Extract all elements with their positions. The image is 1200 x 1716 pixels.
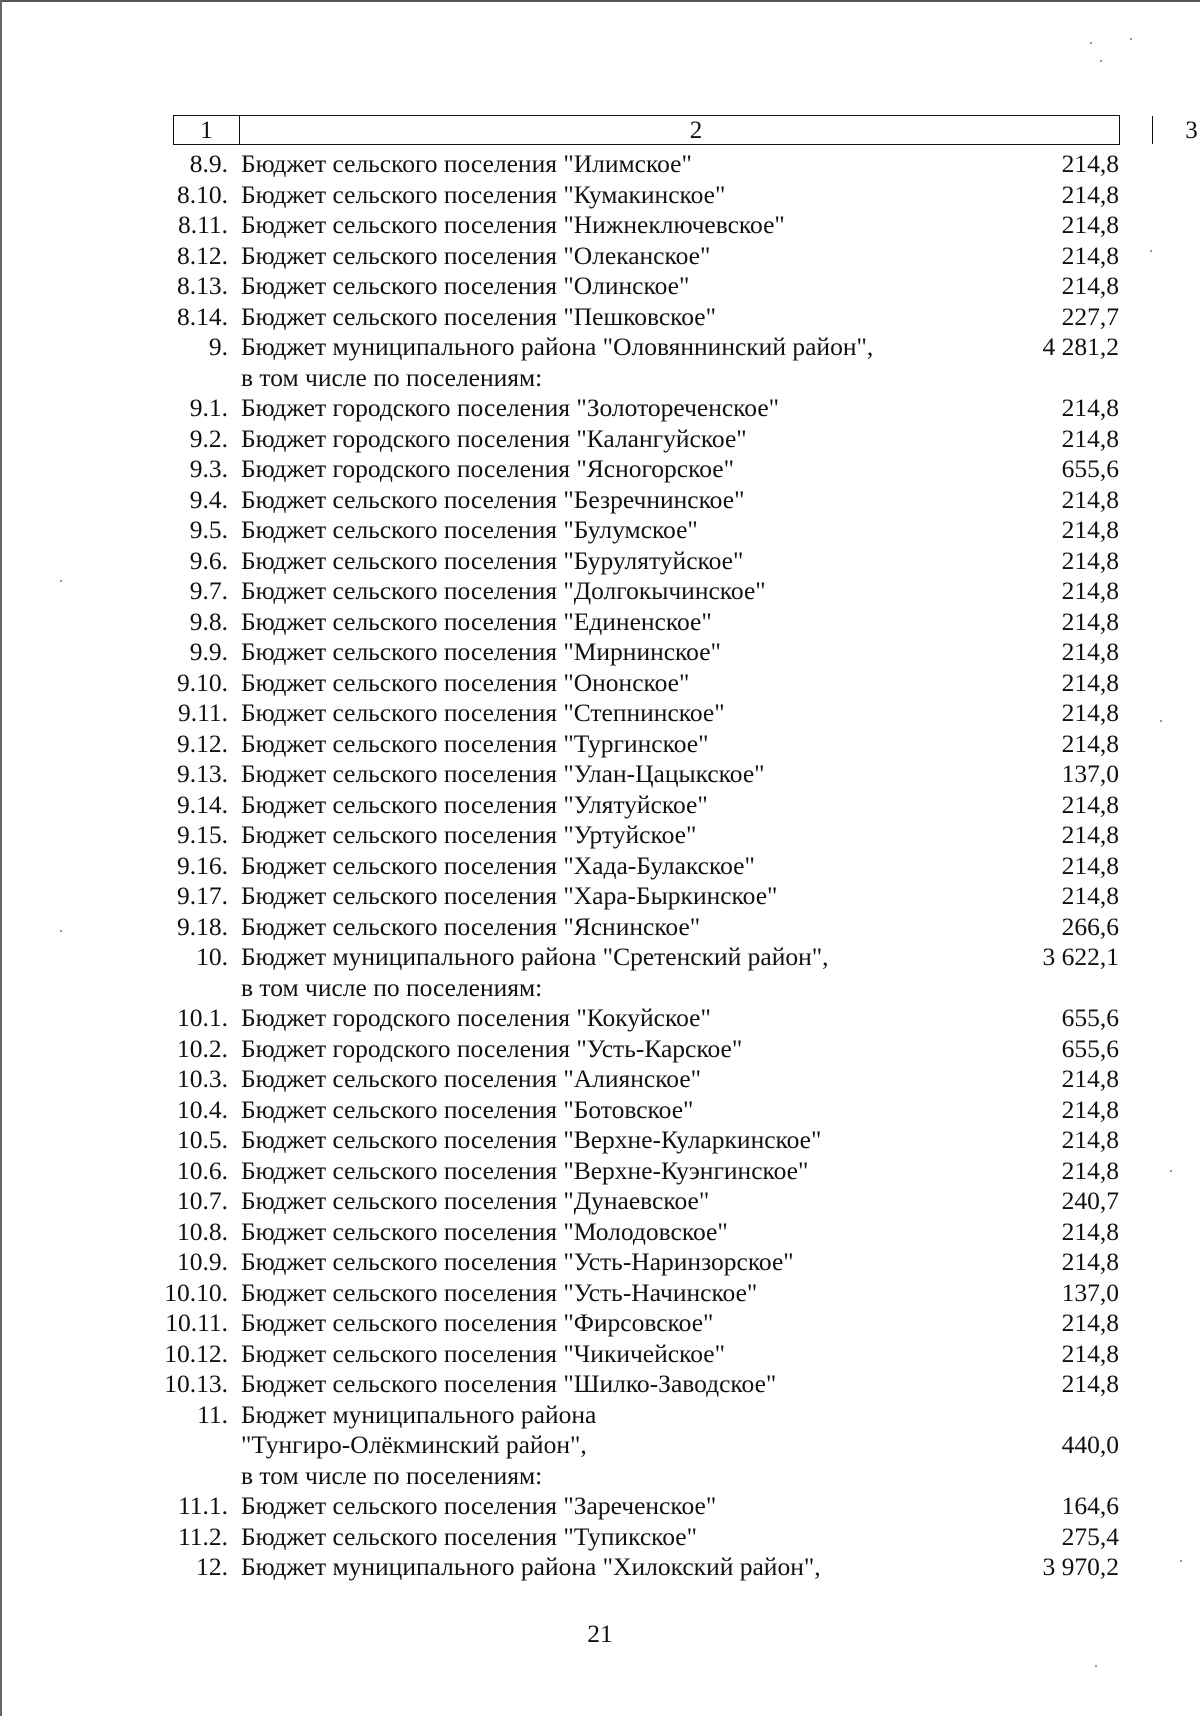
page-number: 21 [587,1619,613,1648]
row-number: 8.10. [177,179,228,209]
row-description: Бюджет сельского поселения "Алиянское" [241,1064,702,1093]
row-number: 10.12. [164,1338,228,1368]
row-amount: 214,8 [1061,820,1119,849]
row-number: 10.5. [177,1125,228,1154]
row-amount: 214,8 [1061,149,1119,178]
table-row [0,332,1200,363]
table-row [0,424,1200,455]
row-number: 11. [197,1399,228,1429]
row-amount: 214,8 [1061,606,1119,636]
row-amount: 3 622,1 [1042,942,1119,971]
table-row [0,271,1200,302]
table-header-row [173,115,1198,145]
row-amount: 214,8 [1061,1064,1119,1093]
scan-speck [1090,42,1092,44]
row-amount: 137,0 [1061,759,1119,788]
row-amount: 214,8 [1061,576,1119,605]
table-row [0,1430,1200,1461]
row-description: Бюджет городского поселения "Калангуйское" [241,423,747,453]
table-row [0,302,1200,333]
row-amount: 214,8 [1061,393,1119,422]
row-number: 9.18. [177,911,228,941]
row-description: Бюджет сельского поселения "Бурулятуйское" [241,545,744,575]
row-description: Бюджет сельского поселения "Молодовское" [241,1216,728,1246]
row-description: Бюджет муниципального района "Хилокский район", [241,1552,821,1581]
scan-speck [1170,1170,1172,1172]
row-description: Бюджет городского поселения "Кокуйское" [241,1003,711,1032]
row-amount: 214,8 [1061,240,1119,270]
row-description: Бюджет сельского поселения "Нижнеключевское" [241,210,785,239]
table-row [0,1278,1200,1309]
scan-edge-top [0,0,1200,2]
row-amount: 214,8 [1061,179,1119,209]
row-number: 9.14. [177,789,228,819]
table-row [0,1247,1200,1278]
table-row [0,1400,1200,1431]
table-row [0,1064,1200,1095]
header-col-2: 2 [240,116,1153,144]
table-body [0,149,1200,1583]
row-number: 11.2. [177,1521,228,1551]
row-number: 10.13. [164,1369,228,1398]
row-amount: 214,8 [1061,1369,1119,1398]
row-number: 10.1. [177,1003,228,1032]
row-number: 9.16. [177,850,228,880]
row-number: 9.4. [189,484,228,514]
row-description: Бюджет сельского поселения "Дунаевское" [241,1186,710,1215]
row-number: 9.13. [177,759,228,788]
row-description: Бюджет сельского поселения "Хара-Быркинское" [241,881,778,910]
row-description: Бюджет муниципального района [241,1399,597,1429]
row-description: Бюджет городского поселения "Ясногорское" [241,454,734,483]
row-number: 10.7. [177,1186,228,1215]
row-description: Бюджет сельского поселения "Кумакинское" [241,179,726,209]
table-row [0,881,1200,912]
row-description: Бюджет сельского поселения "Мирнинское" [241,637,721,666]
row-number: 10.8. [177,1216,228,1246]
row-number: 9.7. [189,576,228,605]
row-amount: 214,8 [1061,1216,1119,1246]
row-description: Бюджет сельского поселения "Усть-Наринзорское" [241,1247,794,1276]
row-number: 10.10. [164,1277,228,1307]
table-row [0,912,1200,943]
row-description: Бюджет сельского поселения "Усть-Начинское" [241,1277,758,1307]
table-row [0,1034,1200,1065]
row-description: Бюджет сельского поселения "Яснинское" [241,911,701,941]
row-amount: 214,8 [1061,1155,1119,1185]
row-amount: 655,6 [1061,454,1119,483]
row-amount: 214,8 [1061,1338,1119,1368]
table-row [0,1491,1200,1522]
row-amount: 214,8 [1061,423,1119,453]
scan-speck [1100,60,1102,62]
table-row [0,698,1200,729]
scan-speck [1095,1665,1097,1667]
scan-speck [1160,720,1162,722]
table-row [0,393,1200,424]
table-row [0,576,1200,607]
row-amount: 214,8 [1061,881,1119,910]
row-number: 8.11. [177,210,228,239]
row-amount: 655,6 [1061,1033,1119,1063]
row-number: 9.9. [189,637,228,666]
table-row [0,790,1200,821]
table-row [0,363,1200,394]
table-row [0,1095,1200,1126]
row-description: Бюджет муниципального района "Оловяннинский район", [241,332,874,361]
table-row [0,607,1200,638]
row-description: "Тунгиро-Олёкминский район", [241,1430,587,1459]
row-number: 10.9. [177,1247,228,1276]
table-row [0,668,1200,699]
row-amount: 214,8 [1061,1308,1119,1337]
row-number: 8.9. [189,149,228,178]
scan-speck [60,930,62,932]
table-row [0,210,1200,241]
row-amount: 214,8 [1061,545,1119,575]
row-description: Бюджет сельского поселения "Верхне-Куларкинское" [241,1125,822,1154]
table-row [0,1156,1200,1187]
table-row [0,1186,1200,1217]
row-number: 10.11. [165,1308,228,1337]
row-amount: 214,8 [1061,728,1119,758]
row-amount: 440,0 [1061,1430,1119,1459]
row-amount: 240,7 [1061,1186,1119,1215]
row-number: 9.1. [189,393,228,422]
row-description: в том числе по поселениям: [241,972,543,1002]
table-row [0,759,1200,790]
table-row [0,1125,1200,1156]
row-description: Бюджет сельского поселения "Илимское" [241,149,692,178]
row-amount: 214,8 [1061,1247,1119,1276]
row-description: Бюджет сельского поселения "Ононское" [241,667,690,697]
table-row [0,820,1200,851]
row-description: Бюджет сельского поселения "Шилко-Заводское" [241,1369,777,1398]
row-number: 8.12. [177,240,228,270]
row-description: в том числе по поселениям: [241,362,543,392]
row-description: Бюджет сельского поселения "Уртуйское" [241,820,697,849]
row-number: 10.4. [177,1094,228,1124]
row-description: Бюджет городского поселения "Усть-Карское" [241,1033,743,1063]
row-number: 9.11. [177,698,228,727]
row-description: Бюджет городского поселения "Золотореченское" [241,393,780,422]
row-description: Бюджет сельского поселения "Олеканское" [241,240,711,270]
row-number: 9.5. [189,515,228,544]
table-row [0,1217,1200,1248]
header-col-3: 3 [1185,116,1198,144]
table-row [0,1369,1200,1400]
table-row [0,515,1200,546]
row-description: Бюджет сельского поселения "Пешковское" [241,301,717,331]
row-amount: 266,6 [1061,911,1119,941]
row-amount: 214,8 [1061,850,1119,880]
row-amount: 164,6 [1061,1491,1119,1520]
table-row [0,1522,1200,1553]
row-amount: 214,8 [1061,1125,1119,1154]
table-row [0,454,1200,485]
table-row [0,180,1200,211]
row-number: 8.14. [177,301,228,331]
row-amount: 214,8 [1061,484,1119,514]
scan-speck [60,580,62,582]
row-amount: 137,0 [1061,1277,1119,1307]
table-row [0,973,1200,1004]
row-amount: 275,4 [1061,1521,1119,1551]
row-number: 9.17. [177,881,228,910]
scan-speck [1130,38,1132,40]
row-number: 10.2. [177,1033,228,1063]
table-row [0,1003,1200,1034]
table-row [0,241,1200,272]
row-amount: 214,8 [1061,271,1119,300]
row-amount: 214,8 [1061,667,1119,697]
row-amount: 214,8 [1061,789,1119,819]
row-description: Бюджет сельского поселения "Тупикское" [241,1521,698,1551]
row-number: 9.8. [189,606,228,636]
row-description: Бюджет сельского поселения "Улан-Цацыкское" [241,759,765,788]
row-number: 12. [196,1552,228,1581]
row-number: 9.2. [189,423,228,453]
table-row [0,729,1200,760]
table-row [0,1552,1200,1583]
table-row [0,546,1200,577]
row-amount: 3 970,2 [1042,1552,1119,1581]
row-number: 9.10. [177,667,228,697]
table-row [0,1339,1200,1370]
table-row [0,637,1200,668]
row-amount: 214,8 [1061,698,1119,727]
scan-speck [1180,1560,1182,1562]
table-row [0,1461,1200,1492]
row-amount: 214,8 [1061,210,1119,239]
row-amount: 214,8 [1061,515,1119,544]
row-description: Бюджет сельского поселения "Булумское" [241,515,698,544]
row-amount: 227,7 [1061,301,1119,331]
row-description: Бюджет сельского поселения "Хада-Булакское" [241,850,755,880]
table-row [0,485,1200,516]
row-description: Бюджет сельского поселения "Тургинское" [241,728,709,758]
row-number: 8.13. [177,271,228,300]
row-number: 9. [208,332,228,361]
row-description: Бюджет сельского поселения "Долгокычинское" [241,576,766,605]
row-description: Бюджет сельского поселения "Безречнинское" [241,484,745,514]
row-number: 10.6. [177,1155,228,1185]
row-number: 9.12. [177,728,228,758]
row-amount: 4 281,2 [1042,332,1119,361]
row-number: 9.6. [189,545,228,575]
row-amount: 214,8 [1061,637,1119,666]
row-description: Бюджет сельского поселения "Чикичейское" [241,1338,725,1368]
row-number: 9.3. [189,454,228,483]
row-amount: 655,6 [1061,1003,1119,1032]
row-description: Бюджет сельского поселения "Фирсовское" [241,1308,714,1337]
scan-speck [1150,250,1152,252]
row-description: Бюджет муниципального района "Сретенский район", [241,942,829,971]
row-number: 10. [196,942,228,971]
row-description: Бюджет сельского поселения "Улятуйское" [241,789,708,819]
row-number: 11.1. [177,1491,228,1520]
header-col-1: 1 [174,116,240,144]
row-description: Бюджет сельского поселения "Верхне-Куэнгинское" [241,1155,809,1185]
row-description: Бюджет сельского поселения "Зареченское" [241,1491,717,1520]
row-number: 9.15. [177,820,228,849]
row-description: Бюджет сельского поселения "Ботовское" [241,1094,694,1124]
row-description: Бюджет сельского поселения "Степнинское" [241,698,725,727]
table-row [0,851,1200,882]
table-row [0,149,1200,180]
row-description: Бюджет сельского поселения "Единенское" [241,606,712,636]
table-row [0,1308,1200,1339]
row-description: Бюджет сельского поселения "Олинское" [241,271,690,300]
row-amount: 214,8 [1061,1094,1119,1124]
row-description: в том числе по поселениям: [241,1460,543,1490]
table-row [0,942,1200,973]
row-number: 10.3. [177,1064,228,1093]
